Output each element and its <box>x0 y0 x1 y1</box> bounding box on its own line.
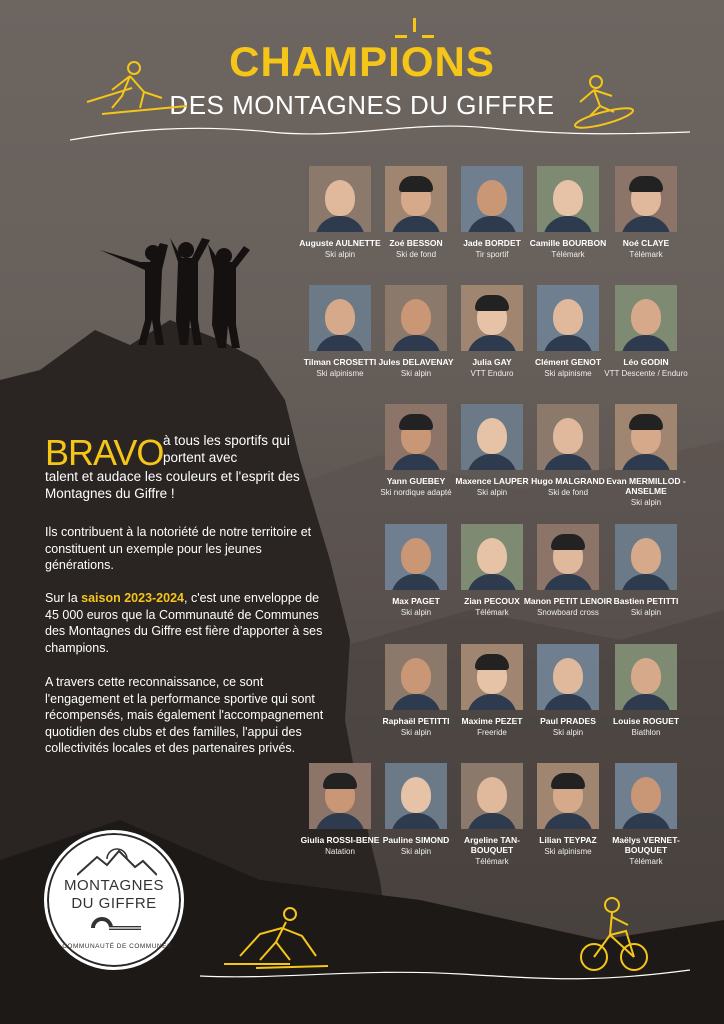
logo-swirl-icon <box>85 917 149 939</box>
athlete-card <box>598 763 694 867</box>
athlete-photo <box>615 285 677 351</box>
logo-line3: COMMUNAUTÉ DE COMMUNES <box>62 943 172 950</box>
athlete-name: Camille BOURBON <box>529 238 607 248</box>
logo-line1: MONTAGNES <box>63 877 165 894</box>
athlete-name: Maëlys VERNET-BOUQUET <box>612 835 680 855</box>
athlete-sport: Télémark <box>475 608 509 617</box>
athlete-name: Noé CLAYE <box>622 238 670 248</box>
athlete-name: Giulia ROSSI-BENE <box>300 835 380 845</box>
athlete-photo <box>537 524 599 590</box>
athlete-sport: Ski alpin <box>400 728 432 737</box>
athlete-name: Yann GUEBEY <box>386 476 446 486</box>
footer-divider <box>200 950 690 990</box>
athlete-name: Zoé BESSON <box>389 238 443 248</box>
athlete-photo <box>309 166 371 232</box>
athlete-photo <box>309 763 371 829</box>
athlete-photo <box>385 404 447 470</box>
athlete-name: Pauline SIMOND <box>382 835 450 845</box>
athlete-photo <box>461 285 523 351</box>
athlete-photo <box>537 166 599 232</box>
athlete-sport: Ski de fond <box>547 488 589 497</box>
athlete-name: Bastien PETITTI <box>613 596 679 606</box>
athlete-photo <box>537 404 599 470</box>
athlete-photo <box>461 166 523 232</box>
bravo-rest: talent et audace les couleurs et l'esprit des Montagnes du Giffre ! <box>45 469 300 501</box>
athlete-card <box>598 524 694 618</box>
funding-text-after: , c'est une enveloppe de 45 000 euros que la Communauté de Communes des Montagnes du Giffre est fière d'apporter à ses champions. <box>45 591 323 655</box>
paragraph-notoriety: Ils contribuent à la notoriété de notre territoire et constituent un exemple pour les jeunes générations. <box>45 525 312 572</box>
athlete-name: Raphaël PETITTI <box>382 716 450 726</box>
page-title: CHAMPIONS <box>229 38 495 85</box>
page-subtitle: DES MONTAGNES DU GIFFRE <box>169 90 555 120</box>
athlete-photo <box>461 763 523 829</box>
athlete-name: Maxime PEZET <box>461 716 523 726</box>
athlete-sport: Télémark <box>629 857 663 866</box>
athlete-sport: Ski alpinisme <box>544 847 592 856</box>
bravo-tail: à tous les sportifs qui portent avec <box>163 433 290 465</box>
paragraph-recognition: A travers cette reconnaissance, ce sont l'engagement et la performance sportive qui sont récompensés, mais également l'accompagnement quotidien des clubs et des familles, l'appui des collectivités locales et des partenaires privés. <box>45 675 324 755</box>
athlete-sport: Natation <box>325 847 355 856</box>
athlete-photo <box>615 524 677 590</box>
athlete-sport: Snowboard cross <box>537 608 599 617</box>
athlete-photo <box>385 166 447 232</box>
athlete-name: Manon PETIT LENOIR <box>523 596 613 606</box>
logo-mountain-icon <box>77 847 157 877</box>
athlete-sport: Ski alpin <box>476 488 508 497</box>
athlete-sport: Ski alpin <box>324 250 356 259</box>
athlete-name: Max PAGET <box>392 596 440 606</box>
athlete-name: Maxence LAUPER <box>455 476 529 486</box>
paragraph-funding <box>45 590 330 656</box>
athlete-name: Paul PRADES <box>540 716 596 726</box>
athlete-card <box>598 166 694 260</box>
athlete-photo <box>615 166 677 232</box>
athlete-photo <box>461 644 523 710</box>
athlete-name: Lilian TEYPAZ <box>539 835 597 845</box>
athlete-sport: Biathlon <box>631 728 661 737</box>
athlete-name: Argeline TAN-BOUQUET <box>463 835 521 855</box>
athlete-sport: Tir sportif <box>475 250 509 259</box>
athlete-name: Auguste AULNETTE <box>299 238 381 248</box>
athlete-photo <box>385 644 447 710</box>
athlete-name: Hugo MALGRAND <box>531 476 605 486</box>
athlete-sport: Ski nordique adapté <box>380 488 452 497</box>
funding-text-before: Sur la <box>45 591 82 605</box>
athlete-photo <box>537 285 599 351</box>
athlete-sport: Ski alpin <box>400 608 432 617</box>
athlete-sport: Télémark <box>475 857 509 866</box>
athlete-name: Zian PECOUX <box>464 596 520 606</box>
athlete-photo <box>537 644 599 710</box>
athlete-sport: Télémark <box>629 250 663 259</box>
athlete-sport: Ski alpin <box>630 608 662 617</box>
athlete-sport: Ski de fond <box>395 250 437 259</box>
athlete-card <box>598 285 694 379</box>
logo-montagnes-du-giffre <box>44 830 184 970</box>
athlete-name: Clément GENOT <box>534 357 602 367</box>
title-spark-icon <box>395 18 435 40</box>
athlete-photo <box>461 524 523 590</box>
skier-icon <box>82 58 192 118</box>
athlete-name: Jade BORDET <box>463 238 521 248</box>
athlete-sport: Ski alpinisme <box>316 369 364 378</box>
athlete-photo <box>385 524 447 590</box>
athlete-photo <box>385 285 447 351</box>
athlete-card <box>598 404 694 508</box>
athlete-name: Jules DELAVENAY <box>378 357 454 367</box>
athlete-photo <box>615 644 677 710</box>
athlete-sport: VTT Descente / Enduro <box>604 369 688 378</box>
athlete-sport: Télémark <box>551 250 585 259</box>
athlete-name: Louise ROGUET <box>612 716 680 726</box>
athlete-sport: VTT Enduro <box>470 369 514 378</box>
athlete-name: Julia GAY <box>472 357 512 367</box>
athlete-name: Tilman CROSETTI <box>303 357 377 367</box>
athlete-photo <box>461 404 523 470</box>
athlete-name: Léo GODIN <box>623 357 669 367</box>
athlete-sport: Ski alpin <box>552 728 584 737</box>
athlete-sport: Ski alpin <box>400 847 432 856</box>
athlete-name: Evan MERMILLOD - ANSELME <box>606 476 686 496</box>
header-divider <box>70 110 690 150</box>
athlete-card <box>598 644 694 738</box>
athlete-sport: Ski alpin <box>400 369 432 378</box>
logo-line2: DU GIFFRE <box>71 895 157 912</box>
athlete-photo <box>385 763 447 829</box>
athlete-photo <box>309 285 371 351</box>
season-highlight: saison 2023-2024 <box>81 591 184 605</box>
athlete-photo <box>615 763 677 829</box>
athlete-photo <box>537 763 599 829</box>
athlete-sport: Freeride <box>477 728 507 737</box>
athlete-sport: Ski alpinisme <box>544 369 592 378</box>
bravo-heading: BRAVO <box>45 432 164 473</box>
athlete-photo <box>615 404 677 470</box>
athlete-sport: Ski alpin <box>630 498 662 507</box>
